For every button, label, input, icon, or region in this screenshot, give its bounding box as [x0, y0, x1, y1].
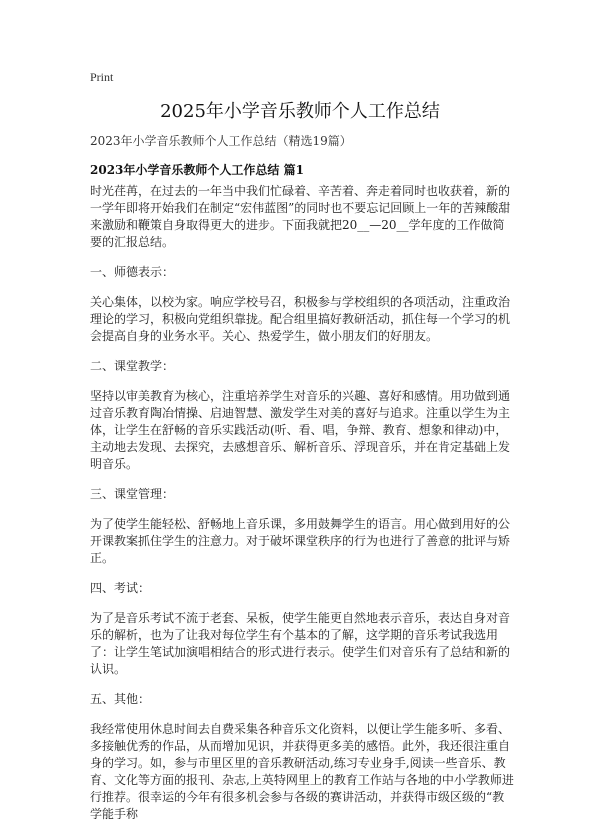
- paragraph-other: 我经常使用休息时间去自费采集各种音乐文化资料，以便让学生能多听、多看、多接触优秀的作品，从而增加见识，并获得更多美的感悟。此外，我还很注重自身的学习。如，参与市里区里的音乐教研活动,练习专业身手,阅读一些音乐、教育、文化等方面的报刊、杂志,上英特网里上的教育工作站与各地的中小学教师进行推荐。很幸运的今年有很多机会参与各级的赛讲活动，并获得市级区级的“教学能手称: [90, 722, 514, 821]
- section-heading: 2023年小学音乐教师个人工作总结 篇1: [90, 163, 304, 177]
- heading-teaching: 二、课堂教学：: [90, 359, 175, 373]
- paragraph-classroom: 为了使学生能轻松、舒畅地上音乐课，多用鼓舞学生的语言。用心做到用好的公开课教案抓住学生的注意力。对于破坏课堂秩序的行为也进行了善意的批评与矫正。: [90, 517, 511, 565]
- heading-exam: 四、考试：: [90, 581, 151, 595]
- heading-ethics: 一、师德表示：: [90, 265, 175, 279]
- paragraph-intro: 时光荏苒，在过去的一年当中我们忙碌着、辛苦着、奔走着同时也收获着，新的一学年即将开始我们在制定“宏伟蓝图”的同时也不要忘记回顾上一年的苦辣酸甜来激励和鞭策自身取得更大的进步。下面我就把20__—20__学年度的工作做简要的汇报总结。: [90, 184, 511, 249]
- paragraph-teaching: 坚持以审美教育为核心，注重培养学生对音乐的兴趣、喜好和感情。用功做到通过音乐教育陶冶情操、启迪智慧、激发学生对美的喜好与追求。注重以学生为主体，让学生在舒畅的音乐实践活动(听、看、唱，争辩、教育、想象和律动)中，主动地去发现、去探究，去感想音乐、解析音乐、浮现音乐，并在肯定基础上发明音乐。: [90, 389, 511, 471]
- document-body: [90, 183, 514, 836]
- paragraph-ethics: 关心集体，以校为家。响应学校号召，积极参与学校组织的各项活动，注重政治理论的学习，积极向党组织靠拢。配合组里搞好教研活动，抓住每一个学习的机会提高自身的业务水平。关心、热爱学生，做小朋友们的好朋友。: [90, 295, 511, 343]
- heading-other: 五、其他：: [90, 692, 151, 706]
- paragraph-exam: 为了是音乐考试不流于老套、呆板，使学生能更自然地表示音乐，表达自身对音乐的解析，也为了让我对每位学生有个基本的了解，这学期的音乐考试我选用了：让学生笔试加演唱相结合的形式进行表示。使学生们对音乐有了总结和新的认识。: [90, 611, 511, 676]
- page-title: 2025年小学音乐教师个人工作总结: [160, 101, 440, 122]
- print-label: Print: [90, 70, 114, 84]
- document-subtitle: 2023年小学音乐教师个人工作总结（精选19篇）: [90, 134, 352, 148]
- heading-classroom: 三、课堂管理：: [90, 487, 175, 501]
